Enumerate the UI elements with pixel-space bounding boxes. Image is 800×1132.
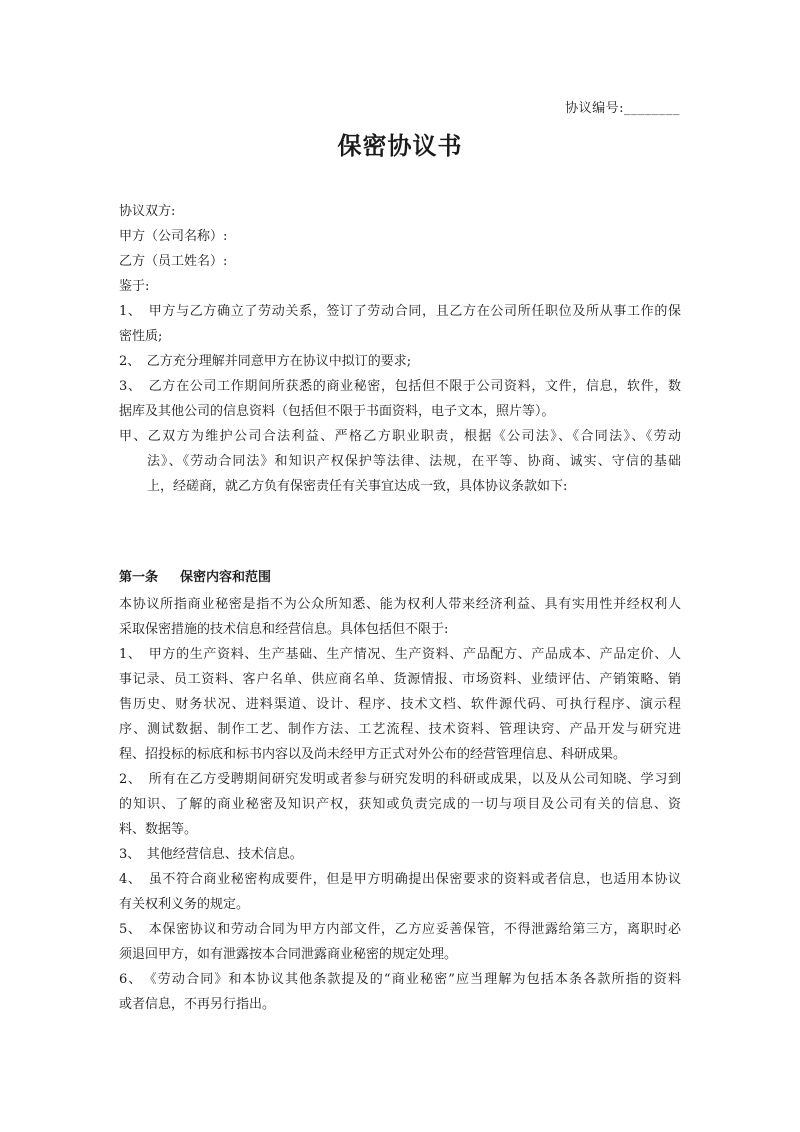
preamble-line-2: 法》、《劳动合同法》和知识产权保护等法律、法规，在平等、协商、诚实、守信的基础 [147, 454, 681, 469]
clause-6-line-2: 或者信息，不再另行指出。 [119, 997, 276, 1012]
clause-1-line-5: 程、招投标的标底和标书内容以及尚未经甲方正式对外公布的经营管理信息、科研成果。 [119, 747, 627, 762]
article-1-number: 第一条 [119, 570, 159, 585]
article-1-intro-line-2: 采取保密措施的技术信息和经营信息。具体包括但不限于: [119, 622, 449, 637]
whereas-label: 鉴于: [119, 279, 150, 294]
recital-1-line-1: 1、 甲方与乙方确立了劳动关系，签订了劳动合同，且乙方在公司所任职位及所从事工作的保 [119, 304, 681, 319]
page-title: 保密协议书 [337, 132, 463, 160]
parties-block [119, 199, 681, 499]
clause-2-line-1: 2、 所有在乙方受聘期间研究发明或者参与研究发明的科研或成果，以及从公司知晓、学习到 [119, 772, 681, 787]
agreement-number: 协议编号:________ [565, 101, 680, 116]
recital-3-line-2: 据库及其他公司的信息资料（包括但不限于书面资料，电子文本，照片等）。 [119, 404, 555, 419]
recital-3-line-1: 3、 乙方在公司工作期间所获悉的商业秘密，包括但不限于公司资料，文件，信息，软件，数 [119, 379, 681, 394]
clause-1-line-1: 1、 甲方的生产资料、生产基础、生产情况、生产资料、产品配方、产品成本、产品定价、人 [119, 647, 681, 662]
article-1-title: 保密内容和范围 [180, 570, 272, 585]
article-1-intro-line-1: 本协议所指商业秘密是指不为公众所知悉、能为权利人带来经济利益、具有实用性并经权利人 [119, 597, 681, 612]
party-a-line: 甲方（公司名称）: [119, 229, 228, 244]
clause-4-line-1: 4、 虽不符合商业秘密构成要件，但是甲方明确提出保密要求的资料或者信息，也适用本协议 [119, 872, 681, 887]
clause-1-line-3: 售历史、财务状况、进料渠道、设计、程序、技术文档、软件源代码、可执行程序、演示程 [119, 697, 681, 712]
clause-2-line-2: 的知识、了解的商业秘密及知识产权，获知或负责完成的一切与项目及公司有关的信息、资 [119, 797, 681, 812]
clause-5-line-2: 须退回甲方，如有泄露按本合同泄露商业秘密的规定处理。 [119, 947, 458, 962]
party-b-line: 乙方（员工姓名）: [119, 254, 228, 269]
clause-6-line-1: 6、 《劳动合同》和本协议其他条款提及的“商业秘密”应当理解为包括本条各款所指的资料 [119, 972, 681, 987]
clause-2-line-3: 料、数据等。 [119, 822, 198, 837]
parties-label: 协议双方: [119, 204, 176, 219]
preamble-line-1: 甲、乙双方为维护公司合法利益、严格乙方职业职责，根据《公司法》、《合同法》、《劳动 [119, 429, 681, 444]
recital-1-line-2: 密性质; [119, 329, 163, 344]
article-1-heading [119, 566, 271, 585]
clause-1-line-2: 事记录、员工资料、客户名单、供应商名单、货源情报、市场资料、业绩评估、产销策略、销 [119, 672, 681, 687]
clause-5-line-1: 5、 本保密协议和劳动合同为甲方内部文件，乙方应妥善保管，不得泄露给第三方，离职时必 [119, 922, 681, 937]
clause-4-line-2: 有关权利义务的规定。 [119, 897, 250, 912]
preamble-line-3: 上，经磋商，就乙方负有保密责任有关事宜达成一致，具体协议条款如下: [147, 479, 568, 494]
article-1-body [119, 592, 681, 1017]
clause-3-line-1: 3、 其他经营信息、技术信息。 [119, 847, 303, 862]
recital-2-line-1: 2、 乙方充分理解并同意甲方在协议中拟订的要求; [119, 354, 412, 369]
clause-1-line-4: 序、测试数据、制作工艺、制作方法、工艺流程、技术资料、管理诀窍、产品开发与研究进 [119, 722, 681, 737]
